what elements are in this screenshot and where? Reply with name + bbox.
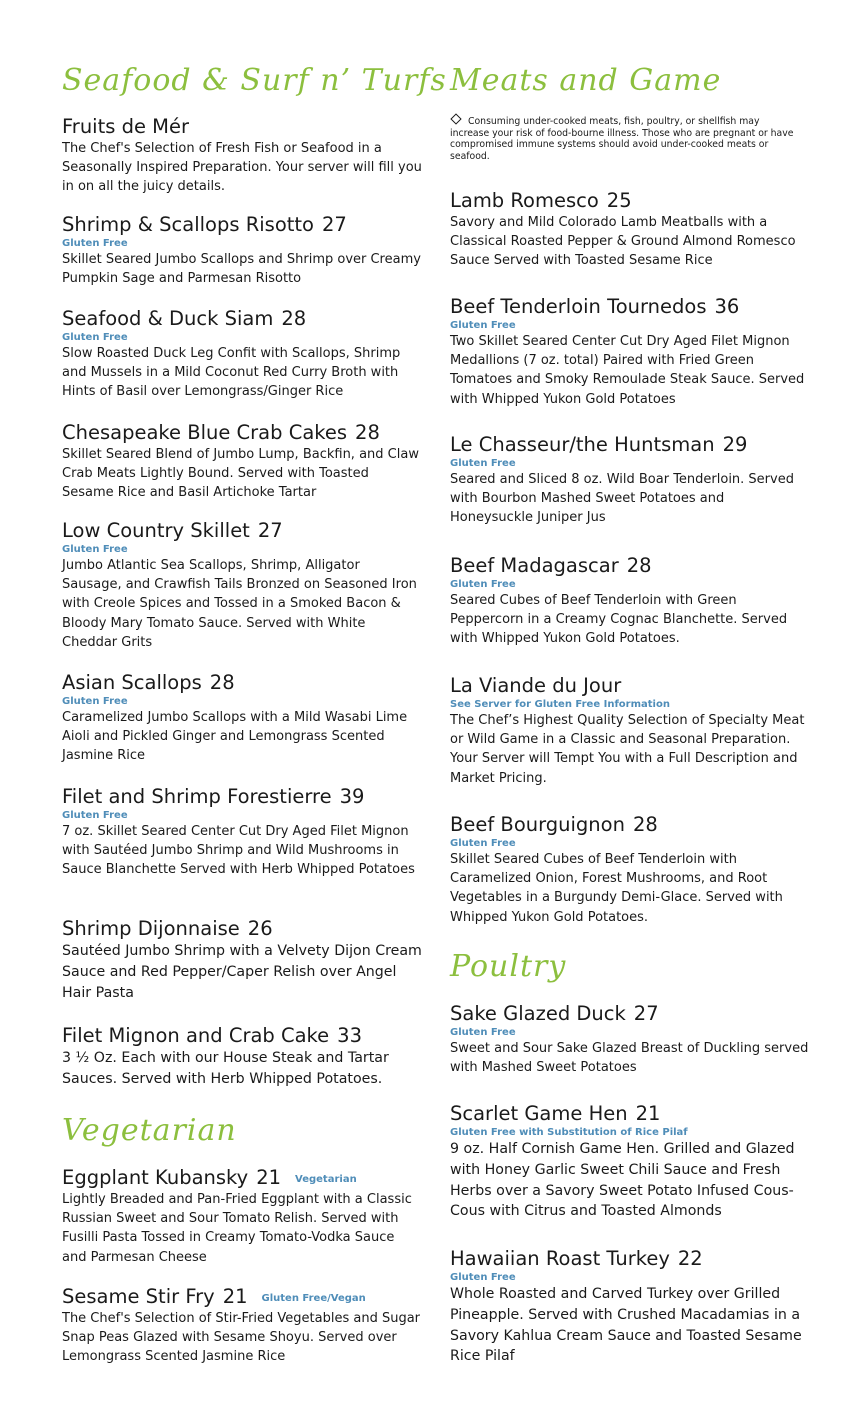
item-description: Skillet Seared Jumbo Scallops and Shrimp over Creamy Pumpkin Sage and Parmesan Risotto [62,252,421,287]
item-price: 28 [281,307,307,330]
item-description: Skillet Seared Blend of Jumbo Lump, Backfin, and Claw Crab Meats Lightly Bound. Served with Toasted Sesame Rice and Basil Artichoke Tartar [62,447,419,501]
item-price: 28 [626,554,652,577]
item-name-text: La Viande du Jour [450,674,622,697]
menu-item [62,519,422,652]
dietary-tag: Gluten Free/Vegan [261,1293,366,1304]
item-price: 28 [209,671,235,694]
menu-item [450,554,810,649]
item-name [450,674,810,698]
item-name [450,433,810,457]
item-name [450,554,810,578]
item-description: Sweet and Sour Sake Glazed Breast of Duckling served with Mashed Sweet Potatoes [450,1041,809,1076]
dietary-tag: Gluten Free [62,810,128,821]
item-name-text: Asian Scallops [62,671,202,694]
item-description: 7 oz. Skillet Seared Center Cut Dry Aged Filet Mignon with Sautéed Jumbo Shrimp and Wild Mushrooms in Sauce Blanchette Served with Herb Whipped Potatoes [62,824,415,878]
item-name-text: Scarlet Game Hen [450,1102,628,1125]
item-name [62,1285,422,1309]
item-description: The Chef's Selection of Stir-Fried Vegetables and Sugar Snap Peas Glazed with Sesame Shoyu. Served over Lemongrass Scented Jasmine Rice [62,1311,421,1365]
menu-item [450,674,810,788]
dietary-tag: Gluten Free [62,544,128,555]
dietary-tag: Gluten Free [62,238,128,249]
item-name-text: Consuming under-cooked meats, fish, poultry, or shellfish may increase your risk of food-bourne illness. Those who are pregnant or have compromised immune systems should avoid under-cooked meats or seafood. [450,116,794,162]
item-name-text: Fruits de Mér [62,115,190,138]
dietary-tag: Gluten Free [62,332,128,343]
menu-item [450,813,810,927]
menu-item [450,1102,810,1222]
menu-item [450,189,810,271]
item-price: 27 [633,1002,659,1025]
menu-item [62,1024,422,1090]
item-name [450,813,810,837]
item-description: Whole Roasted and Carved Turkey over Grilled Pineapple. Served with Crushed Macadamias in a Savory Kahlua Cream Sauce and Toasted Sesame Rice Pilaf [450,1286,802,1365]
item-name-text: Seafood & Duck Siam [62,307,274,330]
item-price: 25 [606,189,632,212]
item-name [62,519,422,543]
item-price: 28 [355,421,380,444]
menu-item [62,213,422,288]
item-description: Seared Cubes of Beef Tenderloin with Green Peppercorn in a Creamy Cognac Blanchette. Served with Whipped Yukon Gold Potatoes. [450,593,788,647]
item-description: Slow Roasted Duck Leg Confit with Scallops, Shrimp and Mussels in a Mild Coconut Red Curry Broth with Hints of Basil over Lemongrass/Ginger Rice [62,346,401,400]
item-name-text: Filet Mignon and Crab Cake [62,1024,330,1047]
diamond-icon [450,113,461,124]
item-name-text: Eggplant Kubansky [62,1166,249,1189]
item-name [450,295,810,319]
dietary-tag: Gluten Free [450,320,516,331]
item-description: 9 oz. Half Cornish Game Hen. Grilled and Glazed with Honey Garlic Sweet Chili Sauce and Fresh Herbs over a Savory Sweet Potato Infused Cous-Cous with Citrus and Toasted Almonds [450,1141,795,1220]
item-description: 3 ½ Oz. Each with our House Steak and Tartar Sauces. Served with Herb Whipped Potatoes. [62,1050,389,1087]
section-title-meats: Meats and Game [450,63,722,98]
item-name-text: Le Chasseur/the Huntsman [450,433,715,456]
item-description: Caramelized Jumbo Scallops with a Mild Wasabi Lime Aioli and Pickled Ginger and Lemongrass Scented Jasmine Rice [62,710,408,764]
dietary-tag: Gluten Free with Substitution of Rice Pilaf [450,1127,688,1138]
item-description: The Chef's Selection of Fresh Fish or Seafood in a Seasonally Inspired Preparation. Your server will fill you in on all the juicy details. [62,141,422,195]
dietary-tag: See Server for Gluten Free Information [450,699,670,710]
item-price: 21 [635,1102,661,1125]
dietary-tag: Gluten Free [450,579,516,590]
item-name [450,189,810,213]
item-name [62,1166,422,1190]
item-name [62,785,422,809]
item-description: Two Skillet Seared Center Cut Dry Aged Filet Mignon Medallions (7 oz. total) Paired with Fried Green Tomatoes and Smoky Remoulade Steak Sauce. Served with Whipped Yukon Gold Potatoes [450,334,805,407]
item-name-text: Sesame Stir Fry [62,1285,215,1308]
item-name-text: Hawaiian Roast Turkey [450,1247,670,1270]
item-name [62,421,422,445]
food-safety-notice [450,115,795,162]
dietary-tag: Vegetarian [295,1174,357,1185]
item-name-text: Beef Madagascar [450,554,619,577]
item-name-text: Beef Bourguignon [450,813,625,836]
menu-item [62,115,422,197]
menu-item [62,917,422,1003]
item-price: 26 [247,917,273,940]
section-title-poultry: Poultry [450,949,567,984]
item-name-text: Low Country Skillet [62,519,250,542]
menu-item [62,421,422,503]
item-price: 39 [339,785,365,808]
item-description: Savory and Mild Colorado Lamb Meatballs with a Classical Roasted Pepper & Ground Almond Romesco Sauce Served with Toasted Sesame Rice [450,215,796,269]
item-name-text: Filet and Shrimp Forestierre [62,785,332,808]
section-title-vegetarian: Vegetarian [62,1113,237,1148]
item-price: 27 [321,213,347,236]
item-name [62,115,422,139]
dietary-tag: Gluten Free [450,1027,516,1038]
item-description: Seared and Sliced 8 oz. Wild Boar Tenderloin. Served with Bourbon Mashed Sweet Potatoes and Honeysuckle Juniper Jus [450,472,794,526]
item-price: 33 [337,1024,362,1047]
menu-item [62,1285,422,1367]
dietary-tag: Gluten Free [62,696,128,707]
item-name [450,1002,810,1026]
item-description: The Chef’s Highest Quality Selection of Specialty Meat or Wild Game in a Classic and Seasonal Preparation. Your Server will Tempt You with a Full Description and Market Pricing. [450,713,805,786]
item-name-text: Lamb Romesco [450,189,599,212]
item-description: Sautéed Jumbo Shrimp with a Velvety Dijon Cream Sauce and Red Pepper/Caper Relish over Angel Hair Pasta [62,943,422,1001]
item-name [62,917,422,941]
menu-item [62,1166,422,1267]
menu-item [450,295,810,409]
item-description: Lightly Breaded and Pan-Fried Eggplant with a Classic Russian Sweet and Sour Tomato Relish. Served with Fusilli Pasta Tossed in Creamy Tomato-Vodka Sauce and Parmesan Cheese [62,1192,412,1265]
item-price: 28 [632,813,658,836]
item-description: Jumbo Atlantic Sea Scallops, Shrimp, Alligator Sausage, and Crawfish Tails Bronzed on Seasoned Iron with Creole Spices and Tossed in a Smoked Bacon & Bloody Mary Tomato Sauce. Served with White Cheddar Grits [62,558,417,650]
menu-item [62,307,422,402]
menu-item [450,1002,810,1077]
item-name-text: Chesapeake Blue Crab Cakes [62,421,348,444]
item-name [62,213,422,237]
item-name-text: Beef Tenderloin Tournedos [450,295,707,318]
item-name [62,1024,422,1048]
dietary-tag: Gluten Free [450,838,516,849]
item-price: 21 [256,1166,282,1189]
item-name [62,307,422,331]
item-price: 36 [714,295,740,318]
menu-item [62,785,422,880]
dietary-tag: Gluten Free [450,458,516,469]
item-name-text: Shrimp & Scallops Risotto [62,213,314,236]
menu-item [450,433,810,528]
item-name [450,1102,810,1126]
item-price: 21 [222,1285,248,1308]
menu-item [450,1247,810,1367]
item-name [450,1247,810,1271]
item-name-text: Shrimp Dijonnaise [62,917,240,940]
section-title-seafood: Seafood & Surf n’ Turfs [62,63,447,98]
dietary-tag: Gluten Free [450,1272,516,1283]
item-name-text: Sake Glazed Duck [450,1002,626,1025]
item-price: 22 [677,1247,703,1270]
item-price: 29 [722,433,748,456]
item-description: Skillet Seared Cubes of Beef Tenderloin with Caramelized Onion, Forest Mushrooms, and Root Vegetables in a Burgundy Demi-Glace. Served with Whipped Yukon Gold Potatoes. [450,852,783,925]
menu-item [62,671,422,766]
item-name [62,671,422,695]
item-price: 27 [257,519,283,542]
